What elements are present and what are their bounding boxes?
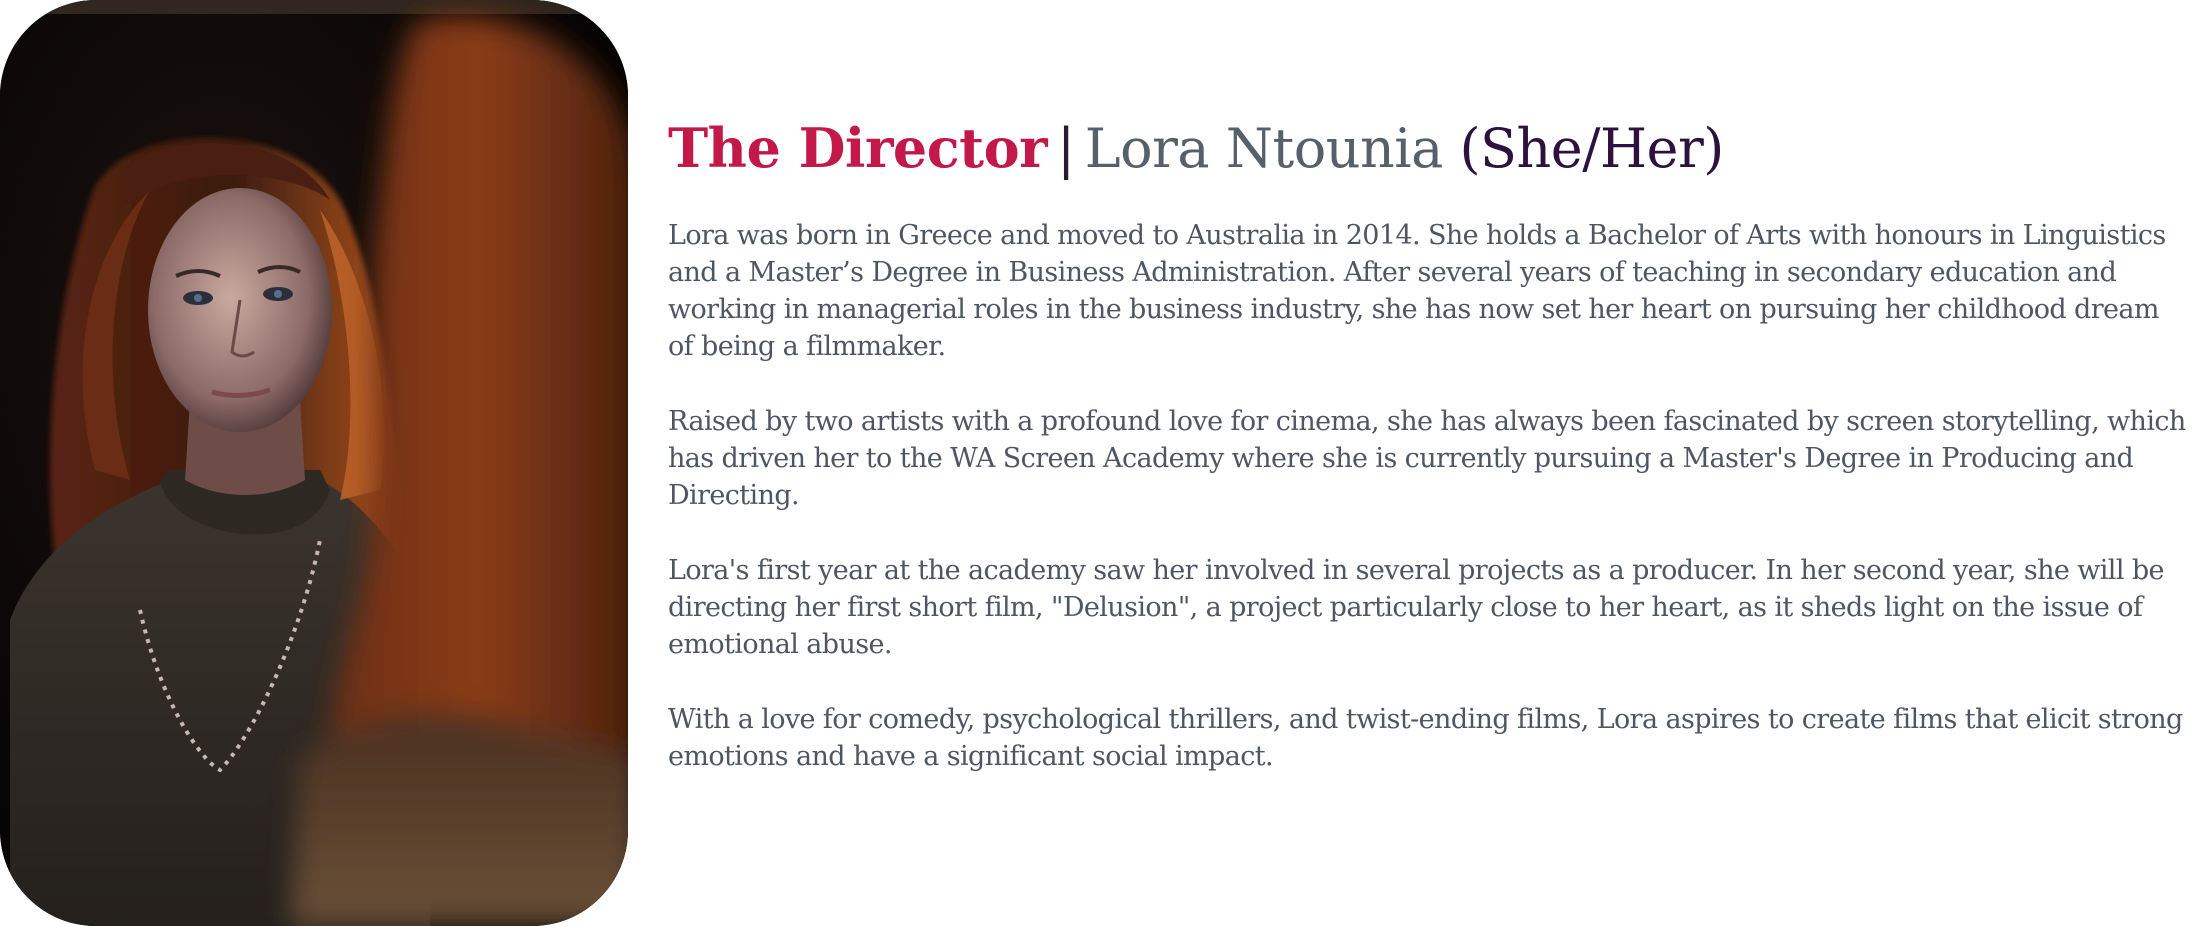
role-title: The Director (668, 116, 1048, 180)
bio-paragraph: Lora was born in Greece and moved to Australia in 2014. She holds a Bachelor of Arts with honours in Linguistics and a Master’s Degree in Business Administration. After several years of teaching in secondary education and working in managerial roles in the business industry, she has now set her heart on pursuing her childhood dream of being a filmmaker. (668, 220, 2166, 362)
director-pronouns: (She/Her) (1459, 117, 1724, 180)
heading-separator: | (1057, 117, 1075, 180)
bio-paragraph: With a love for comedy, psychological thrillers, and twist-ending films, Lora aspires to create films that elicit strong emotions and have a significant social impact. (668, 704, 2183, 772)
director-name: Lora Ntounia (1084, 117, 1443, 180)
director-portrait-photo (0, 0, 628, 926)
bio-paragraph: Raised by two artists with a profound love for cinema, she has always been fascinated by screen storytelling, which has driven her to the WA Screen Academy where she is currently pursuing a Master's Degree in Producing and Directing. (668, 406, 2186, 511)
director-heading (668, 110, 2188, 187)
director-bio-text (668, 110, 2188, 813)
bio-paragraphs (668, 217, 2188, 775)
bio-paragraph: Lora's first year at the academy saw her involved in several projects as a producer. In her second year, she will be directing her first short film, "Delusion", a project particularly close to her heart, as it sheds light on the issue of emotional abuse. (668, 555, 2164, 660)
